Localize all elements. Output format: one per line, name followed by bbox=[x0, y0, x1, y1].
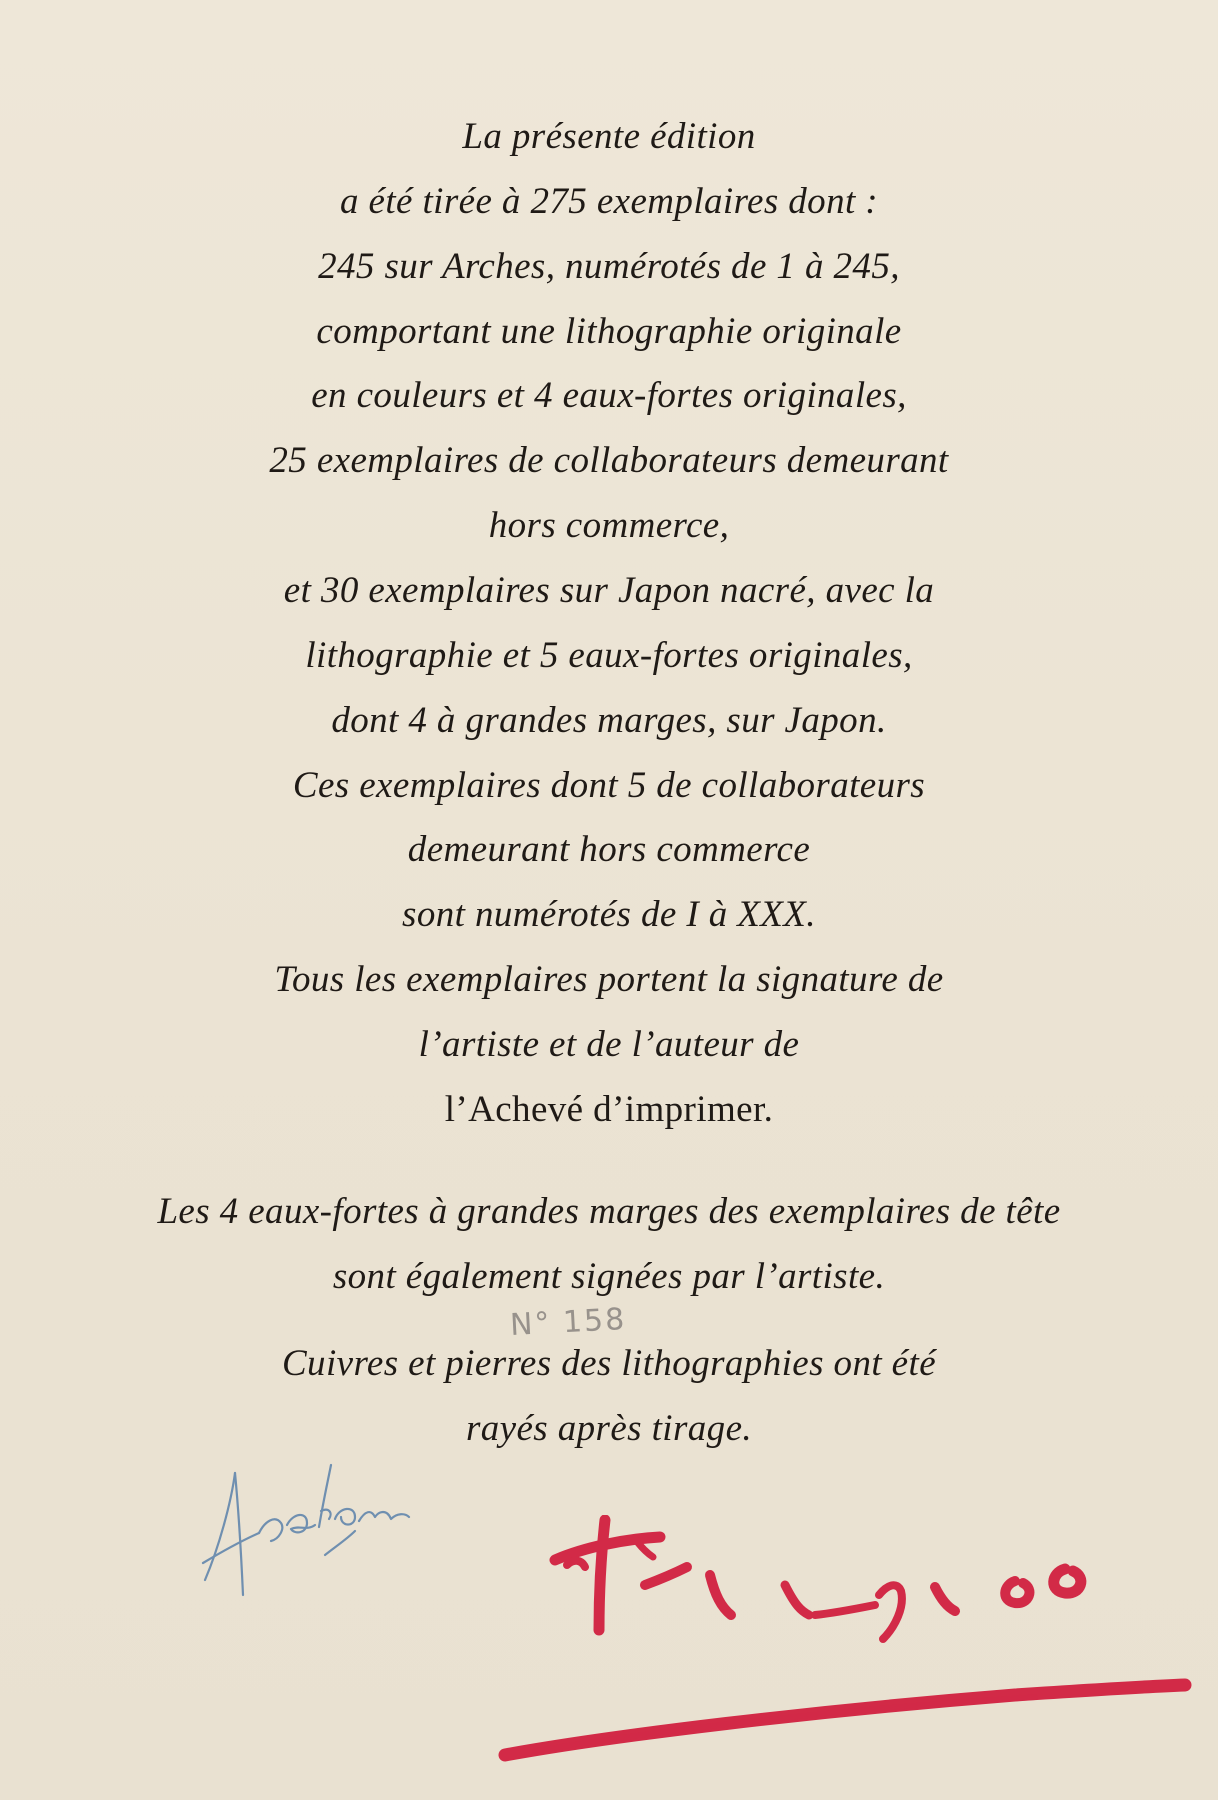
colophon-line: sont numérotés de I à XXX. bbox=[402, 894, 816, 935]
colophon-line: l’artiste et de l’auteur de bbox=[418, 1024, 800, 1065]
colophon-line: sont également signées par l’artiste. bbox=[332, 1256, 886, 1297]
colophon-line: dont 4 à grandes marges, sur Japon. bbox=[331, 700, 887, 741]
colophon-line: Ces exemplaires dont 5 de collaborateurs bbox=[292, 765, 926, 806]
colophon-line: Cuivres et pierres des lithographies ont été bbox=[281, 1343, 937, 1384]
colophon-line: hors commerce, bbox=[488, 505, 730, 546]
colophon-line: a été tirée à 275 exemplaires dont : bbox=[339, 181, 879, 222]
copy-number-annotation: N° 158 bbox=[509, 1301, 628, 1344]
colophon-line: La présente édition bbox=[462, 116, 756, 157]
colophon-line: l’Achevé d’imprimer. bbox=[444, 1089, 774, 1130]
aragon-signature bbox=[195, 1455, 475, 1605]
colophon-line: Tous les exemplaires portent la signature de bbox=[274, 959, 944, 1000]
colophon-line: lithographie et 5 eaux-fortes originales, bbox=[305, 635, 913, 676]
colophon-line: 245 sur Arches, numérotés de 1 à 245, bbox=[318, 246, 900, 287]
colophon-line: en couleurs et 4 eaux-fortes originales, bbox=[311, 375, 907, 416]
colophon-line: rayés après tirage. bbox=[465, 1408, 753, 1449]
colophon-line: comportant une lithographie originale bbox=[316, 311, 902, 352]
picasso-signature bbox=[495, 1515, 1195, 1765]
colophon-line: et 30 exemplaires sur Japon nacré, avec la bbox=[283, 570, 935, 611]
colophon-line: Les 4 eaux-fortes à grandes marges des exemplaires de tête bbox=[157, 1191, 1061, 1232]
colophon-line: demeurant hors commerce bbox=[407, 829, 811, 870]
colophon-line: 25 exemplaires de collaborateurs demeurant bbox=[269, 440, 949, 481]
